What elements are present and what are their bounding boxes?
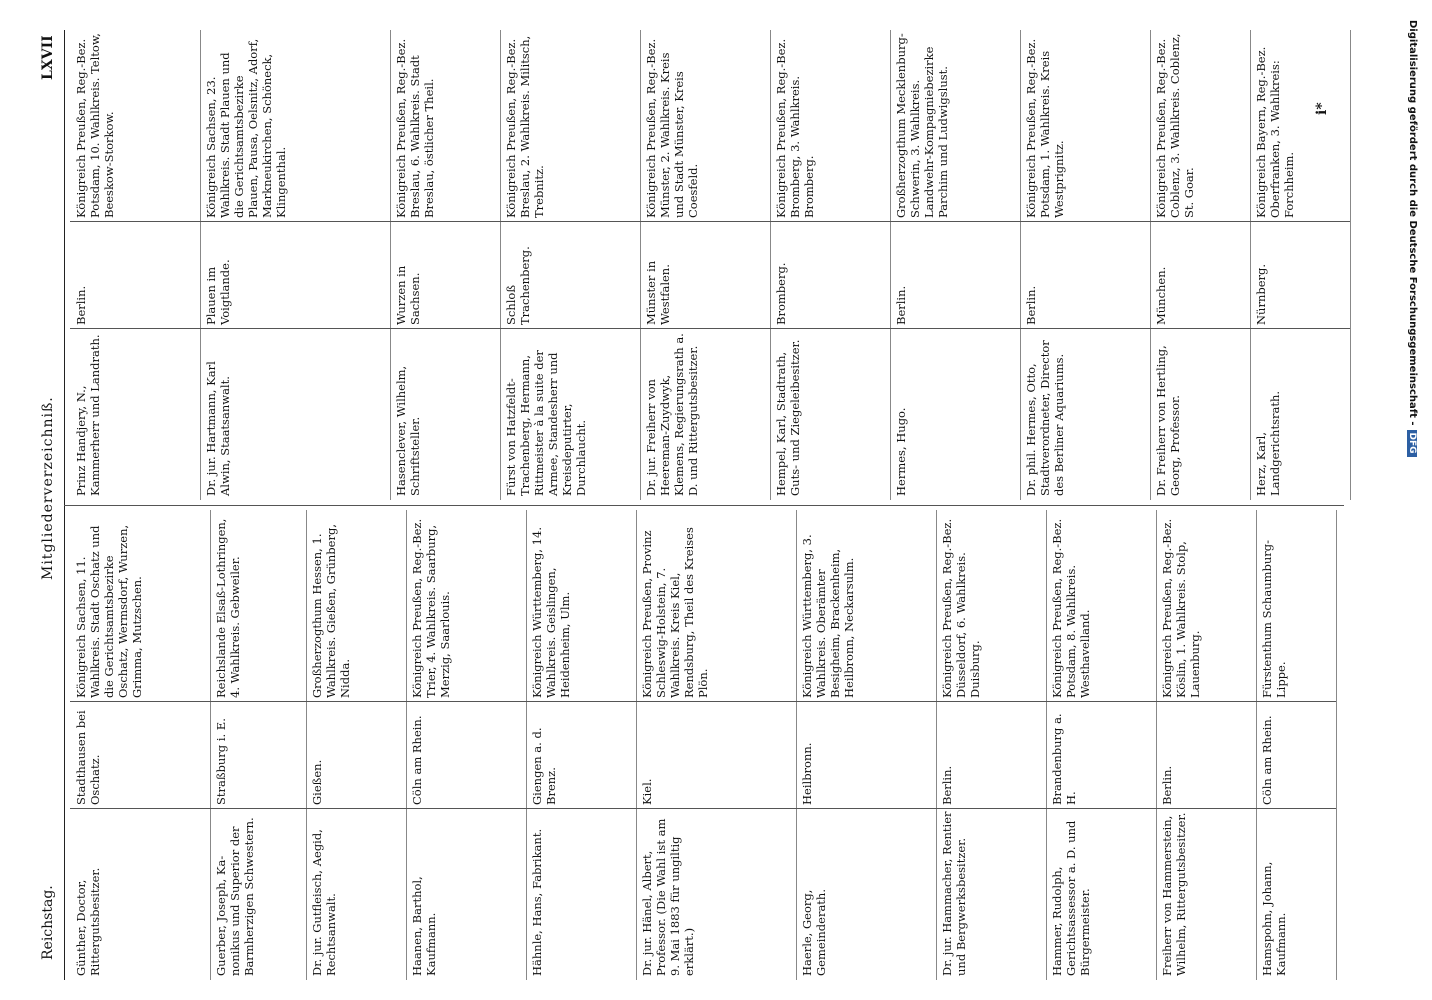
- member-residence: Gießen.: [310, 759, 324, 805]
- dfg-sidebar: [1407, 20, 1418, 457]
- column-rule: [1150, 221, 1250, 222]
- column-rule: [936, 808, 1046, 809]
- member-name: Fürst von Hatzfeldt-Trachenberg, Hermann, Rittmeister à la suite der Armee, Standesherr und Kreisdeputirter, Durchlaucht.: [504, 350, 588, 496]
- column-rule: [796, 808, 936, 809]
- column-rule: [1046, 701, 1156, 702]
- member-residence: München.: [1154, 266, 1168, 325]
- table-row: [70, 30, 200, 500]
- member-residence: Kiel.: [640, 778, 654, 805]
- member-name: Dr. jur. Hartmann, Karl Alwin, Staatsanwalt.: [204, 361, 232, 496]
- header-right: LXVII: [40, 35, 56, 80]
- member-residence: Berlin.: [1024, 285, 1038, 325]
- member-district: Königreich Württemberg, 14. Wahlkreis. Geislingen, Heidenheim, Ulm.: [530, 527, 572, 698]
- column-rule: [640, 221, 770, 222]
- member-district: Königreich Preußen, Reg.-Bez. Düsseldorf, 6. Wahlkreis. Duisburg.: [940, 518, 982, 698]
- column-rule: [390, 328, 500, 329]
- member-district: Königreich Preußen, Reg.-Bez. Breslau, 2. Wahlkreis. Militsch, Trebnitz.: [504, 35, 546, 218]
- member-district: Reichslande Elsaß-Lothringen, 4. Wahlkreis. Gebweiler.: [214, 518, 242, 698]
- member-residence: Brandenburg a. H.: [1050, 713, 1078, 805]
- column-rule: [1250, 328, 1350, 329]
- member-name: Dr. Freiherr von Hertling, Georg, Professor.: [1154, 345, 1182, 496]
- column-rule: [70, 328, 200, 329]
- column-rule: [526, 808, 636, 809]
- table-row: [406, 510, 526, 980]
- member-district: Königreich Preußen, Reg.-Bez. Köslin, 1. Wahlkreis. Stolp, Lauenburg.: [1160, 518, 1202, 698]
- column-rule: [200, 221, 390, 222]
- column-rule: [636, 808, 796, 809]
- member-district: Großherzogthum Mecklenburg-Schwerin, 3. Wahlkreis. Landwehr-Kompagniebezirke Parchim und Ludwigslust.: [894, 33, 950, 218]
- table-row: [70, 510, 210, 980]
- member-name: Günther, Doctor, Rittergutsbesitzer.: [74, 867, 102, 976]
- column-rule: [1150, 328, 1250, 329]
- member-district: Königreich Preußen, Reg.-Bez. Potsdam, 1. Wahlkreis. Kreis Westprignitz.: [1024, 38, 1066, 218]
- member-name: Dr. jur. Hänel, Albert, Professor. (Die Wahl ist am 9. Mai 1883 für ungiltig erklärt.): [640, 818, 696, 976]
- member-district: Königreich Preußen, Provinz Schleswig-Holstein, 7. Wahlkreis. Kreis Kiel, Rendsburg, Theil des Kreises Plön.: [640, 527, 710, 698]
- table-row: [636, 510, 796, 980]
- column-rule: [200, 328, 390, 329]
- member-name: Hempel, Karl, Stadtrath, Guts- und Ziegeleibesitzer.: [774, 339, 802, 496]
- column-rule: [390, 221, 500, 222]
- column-rule: [640, 328, 770, 329]
- member-district: Großherzogthum Hessen, 1. Wahlkreis. Gießen, Grünberg, Nidda.: [310, 524, 352, 698]
- member-residence: Cöln am Rhein.: [1260, 715, 1274, 805]
- table-row: [526, 510, 636, 980]
- table-row: [1020, 30, 1150, 500]
- member-residence: Wurzen in Sachsen.: [394, 265, 422, 325]
- table-row: [796, 510, 936, 980]
- column-rule: [770, 328, 890, 329]
- table-row: [890, 30, 1020, 500]
- member-residence: Schloß Trachenberg.: [504, 246, 532, 325]
- right-table: [70, 25, 1350, 500]
- member-name: Guerber, Joseph, Ka-nonikus und Superior der Barmherzigen Schwestern.: [214, 817, 256, 976]
- column-rule: [1250, 221, 1350, 222]
- member-residence: Cöln am Rhein.: [410, 715, 424, 805]
- column-rule: [1256, 808, 1336, 809]
- row-rule: [1336, 510, 1337, 980]
- column-rule: [796, 701, 936, 702]
- member-district: Fürstenthum Schaumburg-Lippe.: [1260, 539, 1288, 698]
- table-row: [1150, 30, 1250, 500]
- header-center: Mitgliederverzeichniß.: [40, 396, 56, 580]
- column-rule: [1256, 701, 1336, 702]
- member-residence: Berlin.: [1160, 765, 1174, 805]
- member-name: Hasenclever, Wilhelm, Schriftsteller.: [394, 365, 422, 496]
- member-residence: Straßburg i. E.: [214, 718, 228, 805]
- member-name: Freiherr von Hammerstein, Wilhelm, Rittergutsbesitzer.: [1160, 812, 1188, 976]
- sidebar-text: Digitalisierung gefördert durch die Deutsche Forschungsgemeinschaft -: [1407, 20, 1418, 426]
- column-rule: [1046, 808, 1156, 809]
- column-rule: [1156, 808, 1256, 809]
- member-name: Dr. jur. Hammacher, Rentier und Bergwerksbesitzer.: [940, 811, 968, 976]
- member-district: Königreich Preußen, Reg.-Bez. Potsdam, 8. Wahlkreis. Westhavelland.: [1050, 518, 1092, 698]
- column-rule: [936, 701, 1046, 702]
- center-divider: [64, 505, 1344, 506]
- member-residence: Plauen im Voigtlande.: [204, 259, 232, 325]
- column-rule: [210, 808, 306, 809]
- column-rule: [1020, 328, 1150, 329]
- column-rule: [210, 701, 306, 702]
- column-rule: [1020, 221, 1150, 222]
- member-district: Königreich Württemberg, 3. Wahlkreis. Oberämter Besigheim, Brackenheim, Heilbronn, Neckarsulm.: [800, 534, 856, 698]
- table-row: [306, 510, 406, 980]
- column-rule: [890, 328, 1020, 329]
- column-rule: [70, 808, 210, 809]
- column-rule: [70, 221, 200, 222]
- member-name: Dr. phil. Hermes, Otto, Stadtverordneter, Director des Berliner Aquariums.: [1024, 340, 1066, 496]
- member-district: Königreich Sachsen, 23. Wahlkreis. Stadt Plauen und die Gerichtsamtsbezirke Plauen, Pausa, Oelsnitz, Adorf, Markneukirchen, Schöneck, Klingenthal.: [204, 38, 288, 218]
- member-residence: Münster in Westfalen.: [644, 260, 672, 325]
- member-district: Königreich Sachsen, 11. Wahlkreis. Stadt Oschatz und die Gerichtsamtsbezirke Oschatz, Wermsdorf, Wurzen, Grimma, Mutzschen.: [74, 524, 144, 698]
- member-name: Haerle, Georg, Gemeinderath.: [800, 889, 828, 976]
- member-district: Königreich Preußen, Reg.-Bez. Coblenz, 3. Wahlkreis. Coblenz, St. Goar.: [1154, 33, 1196, 218]
- member-district: Königreich Preußen, Reg.-Bez. Potsdam, 10. Wahlkreis. Teltow, Beeskow-Storkow.: [74, 33, 116, 218]
- table-row: [640, 30, 770, 500]
- column-rule: [770, 221, 890, 222]
- member-residence: Heilbronn.: [800, 742, 814, 805]
- member-name: Prinz Handjery, N., Kammerherr und Landrath.: [74, 334, 102, 496]
- member-district: Königreich Preußen, Reg.-Bez. Münster, 2. Wahlkreis. Kreis und Stadt Münster, Kreis Coesfeld.: [644, 38, 700, 218]
- column-rule: [406, 808, 526, 809]
- column-rule: [306, 808, 406, 809]
- member-district: Königreich Bayern, Reg.-Bez. Oberfranken, 3. Wahlkreis: Forchheim.: [1254, 46, 1296, 218]
- page-signature: i*: [1314, 102, 1330, 115]
- table-row: [1256, 510, 1336, 980]
- table-row: [1046, 510, 1156, 980]
- member-name: Dr. jur. Gutfleisch, Aegid, Rechtsanwalt.: [310, 829, 338, 976]
- column-rule: [500, 221, 640, 222]
- member-residence: Berlin.: [74, 285, 88, 325]
- member-residence: Berlin.: [894, 285, 908, 325]
- member-name: Hammer, Rudolph, Gerichtsassessor a. D. und Bürgermeister.: [1050, 820, 1092, 976]
- column-rule: [526, 701, 636, 702]
- header-left: Reichstag.: [40, 885, 56, 960]
- column-rule: [406, 701, 526, 702]
- dfg-logo: DFG: [1407, 430, 1417, 457]
- table-row: [1156, 510, 1256, 980]
- member-name: Hähnle, Hans, Fabrikant.: [530, 828, 544, 976]
- table-row: [390, 30, 500, 500]
- column-rule: [70, 701, 210, 702]
- column-rule: [1156, 701, 1256, 702]
- member-name: Haanen, Barthol, Kaufmann.: [410, 876, 438, 976]
- column-rule: [306, 701, 406, 702]
- member-residence: Nürnberg.: [1254, 263, 1268, 325]
- table-row: [210, 510, 306, 980]
- column-rule: [890, 221, 1020, 222]
- table-row: [936, 510, 1046, 980]
- table-row: [200, 30, 390, 500]
- member-name: Dr. jur. Freiherr von Heereman-Zuydwyk, Klemens, Regierungsrath a. D. und Rittergutsbesitzer.: [644, 333, 700, 496]
- column-rule: [636, 701, 796, 702]
- member-district: Königreich Preußen, Reg.-Bez. Trier, 4. Wahlkreis. Saarburg, Merzig, Saarlouis.: [410, 518, 452, 698]
- member-residence: Bromberg.: [774, 262, 788, 325]
- column-rule: [500, 328, 640, 329]
- member-name: Hamspohn, Johann, Kaufmann.: [1260, 861, 1288, 976]
- member-residence: Berlin.: [940, 765, 954, 805]
- member-name: Hermes, Hugo.: [894, 407, 908, 496]
- table-row: [1250, 30, 1350, 500]
- left-table: [70, 505, 1350, 980]
- member-residence: Stadthausen bei Oschatz.: [74, 710, 102, 805]
- member-residence: Giengen a. d. Brenz.: [530, 727, 558, 805]
- member-district: Königreich Preußen, Reg.-Bez. Breslau, 6. Wahlkreis. Stadt Breslau, östlicher Theil.: [394, 38, 436, 218]
- table-row: [770, 30, 890, 500]
- member-name: Herz, Karl, Landgerichtsrath.: [1254, 390, 1282, 496]
- table-row: [500, 30, 640, 500]
- row-rule: [1350, 30, 1351, 500]
- member-district: Königreich Preußen, Reg.-Bez. Bromberg, 3. Wahlkreis. Bromberg.: [774, 38, 816, 218]
